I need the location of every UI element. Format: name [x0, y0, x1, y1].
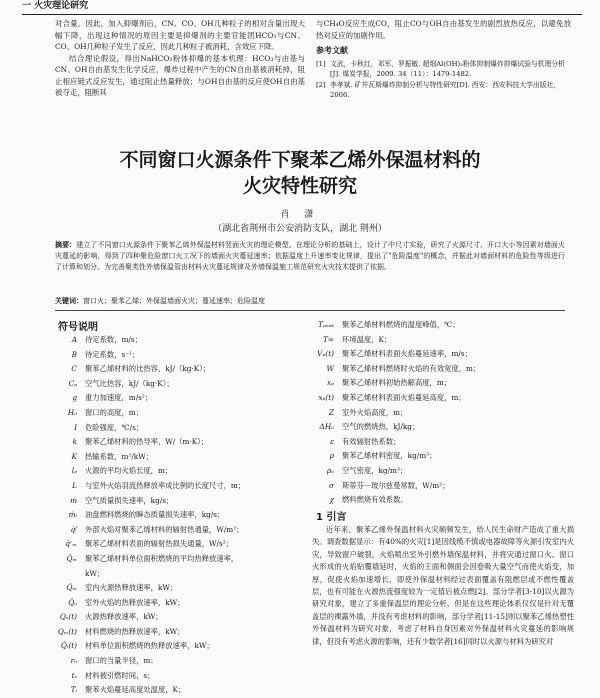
symbol: Tᵢ — [70, 685, 77, 695]
symbol-description: 待定系数，m/s； — [85, 335, 142, 344]
symbol: L — [72, 480, 77, 490]
symbol-entry — [55, 669, 305, 684]
symbol-description: 待定系数，s⁻¹； — [85, 349, 140, 359]
symbol-description: 聚苯乙烯材料表面火焰蔓延高度，m； — [342, 392, 466, 402]
symbol: H₀ — [67, 407, 77, 417]
reference-number: [2] — [316, 80, 326, 89]
top-right-column — [316, 18, 571, 101]
symbol: Qₛ(t) — [59, 612, 77, 622]
keywords — [55, 296, 565, 307]
title-line: 不同窗口火源条件下聚苯乙烯外保温材料的 — [119, 149, 481, 171]
abstract — [55, 240, 565, 273]
symbol-description: 火源的平均火焰长度，m； — [85, 466, 173, 476]
running-head: 一 火灾理论研究 — [22, 0, 582, 15]
symbol-entry — [55, 348, 305, 363]
symbol-description: 热输系数，m²/kW； — [85, 451, 154, 461]
symbol-entry — [55, 333, 305, 348]
symbol: ṁᵢ — [68, 510, 77, 520]
symbol: σ — [329, 480, 334, 490]
symbol: B — [71, 349, 77, 359]
symbol-entry — [55, 567, 305, 582]
symbol-entry — [55, 377, 305, 392]
symbol-description: 危险强度，℃/s； — [85, 422, 144, 432]
keywords-label: 关键词： — [55, 297, 83, 305]
symbol-entry — [55, 464, 305, 479]
symbol-description: 材料被引燃时间，s； — [85, 670, 155, 680]
symbol-entry — [312, 435, 574, 450]
symbols-list-right — [312, 318, 574, 508]
symbol: Tₚₑₐₖ — [317, 320, 334, 329]
symbol-entry — [312, 391, 574, 406]
paragraph: 对合量。因此，加入抑爆剂后，CN、CO、OH几种粒子的相对含量出现大幅下降，出现这种情况的原因主要是抑爆剂的主要官能团HCO₃与CN、CO、OH几种粒子发生了反应，因此几种粒子被消耗，含效应下降。 — [55, 19, 305, 51]
symbol-description: 火源热释放速率，kW； — [85, 612, 163, 622]
symbol: k — [72, 437, 77, 447]
symbol-description: 聚苯乙烯材料燃烧的温度峰值，℃； — [342, 320, 460, 329]
abstract-label: 摘要： — [55, 241, 77, 249]
symbol-entry — [312, 318, 574, 333]
symbol: tₛ — [71, 670, 77, 680]
reference-number: [1] — [316, 59, 326, 68]
paragraph: 与CH₄O反应生成CO，阻止CO与OH自由基发生的剧烈放热反应，以避免放热对反应的加剧作用。 — [316, 19, 571, 40]
symbol: W — [326, 363, 334, 373]
symbol-entry — [55, 683, 305, 698]
paragraph: 结合理论假设，得出NaHCO₃粉体抑爆的基本机理：HCO₃与由基与CN、OH自由基发生化学反应，爆炸过程中产生的CN自由基被消耗掉，阻止相应链式反应发生，通过阻止热量释放；与OH自由基的反应使OH自由基被夺走，阻断其 — [55, 53, 305, 97]
symbol-description: 聚苯乙烯材料表面的辐射热损失通量，W/s²； — [85, 539, 233, 549]
symbol-description: 聚苯乙烯材料燃烧时火焰的有效宽度，m； — [342, 363, 481, 373]
symbol-description: 聚苯乙烯材料初始热解高度，m； — [342, 378, 452, 388]
symbol: Q̇ₒ — [68, 597, 77, 607]
symbol: Qₘ(t) — [57, 626, 77, 636]
symbol-description: 室外火焰高度，m； — [342, 407, 408, 417]
reference-item — [316, 80, 571, 101]
symbol: χ — [329, 495, 334, 505]
symbol — [55, 567, 85, 582]
symbol-description: 室内火源热释放速率，kW； — [85, 583, 178, 593]
symbol-entry — [55, 610, 305, 625]
symbol-description: kW； — [85, 568, 105, 578]
symbol-entry — [55, 362, 305, 377]
top-left-column — [55, 18, 305, 99]
symbols-list-left — [55, 333, 305, 698]
symbol-entry — [55, 450, 305, 465]
symbol-entry — [312, 420, 574, 435]
symbol-description: 燃料燃烧有效系数。 — [342, 495, 408, 505]
symbol-entry — [55, 523, 305, 538]
symbol: Vₚ(t) — [317, 349, 334, 359]
symbol-description: 空气的燃烧热，kJ/kg； — [342, 422, 420, 432]
symbol-description: 与室外火焰羽流热释放率成比例的长度尺寸，m； — [85, 480, 246, 490]
reference-text: 文武，卡秋红，邓军，罗振敏. 超细Al(OH)₃粉体抑制爆炸抑爆试验与机理分析[J]. 煤炭学报，2009. 34（11）：1479-1482. — [330, 59, 565, 78]
symbol: T∞ — [323, 334, 334, 344]
symbol-description: 聚苯乙烯材料表面火焰蔓延速率，m/s； — [342, 349, 472, 359]
symbol-description: 窗口的当量半径，m； — [85, 656, 158, 666]
symbol: lₚ — [71, 466, 77, 476]
symbol: ΔHₒ — [319, 422, 334, 432]
symbol-entry — [312, 362, 574, 377]
symbol-entry — [55, 654, 305, 669]
symbol-description: 有效辐射热系数； — [342, 436, 401, 446]
symbol-description: 外部火焰对聚苯乙烯材料的辐射热通量，W/m²； — [85, 524, 244, 534]
symbol-description: 油盘燃料燃烧的瞬态质量损失速率，kg/s； — [85, 510, 225, 520]
symbol: ε — [330, 436, 334, 446]
intro-heading: 1 引言 — [316, 512, 347, 523]
symbol-entry — [55, 435, 305, 450]
symbol-description: 窗口的高度，m； — [85, 407, 143, 417]
symbol-entry — [55, 639, 305, 654]
intro-paragraph: 近年来，聚苯乙烯外保温材料火灾频频发生，给人民生命财产造成了重大损失。调查数据显示：有40%的火灾[1]是因线缆不慎或电器故障等火源引发室内火灾，导致窗户破裂，火焰喷出室外引燃外墙保温材料，并将灾通过窗口火。窗口火形成的火焰贴覆墙延时，火焰的王面和侧面会因卷吸大量空气而使火焰变，加厚，促使火焰加速增长，即使外保温材料经过表面覆盖有阻燃层或不燃性覆盖层，也有可能在火源热流强度较为一定值后被点燃[2]。部分学者[3-10]以火源为研究对象，建立了多重保温层的理论分析，但是在这些理论体系仅仅是针对无覆盖层的裸露外墙，并没有考虑材料的影响，部分学者[11-15]则以聚苯乙烯热塑性外保温材料为研究对象，考虑了材料自身因素对外保温材料火灾蔓延的影响规律，但没有考虑火源的影响，还有少数学者[16]同时以火源与材料为研究对 — [312, 525, 574, 646]
symbol-description: 聚苯乙烯材料密度，kg/m³； — [342, 451, 437, 461]
symbol: A — [71, 335, 77, 344]
symbol-entry — [312, 449, 574, 464]
symbol-entry — [55, 552, 305, 567]
symbol-description: 重力加速度，m/s²； — [85, 393, 153, 403]
symbol-description: 斯蒂芬－玻尔兹曼常数，W/m²； — [342, 480, 450, 490]
article-title — [40, 147, 560, 199]
symbol-description: 环境温度，K； — [342, 334, 392, 344]
reference-item — [316, 59, 571, 80]
symbol-description: 材料燃烧的热释放速率，kW； — [85, 626, 185, 636]
symbol: Q̇ₘ — [66, 553, 77, 563]
divider — [55, 310, 565, 311]
symbol-entry — [55, 406, 305, 421]
symbol-entry — [312, 464, 574, 479]
symbol-description: 空气比热容，kJ/（kg·K）； — [85, 378, 174, 388]
symbol: Q̇ᵢ(t) — [60, 641, 77, 651]
symbol-description: 空气密度，kg/m³； — [342, 465, 408, 475]
symbol: Cₚ — [68, 378, 77, 388]
symbol-entry — [312, 406, 574, 421]
references-title: 参考文献 — [316, 46, 348, 55]
symbol: Q̇ₘ — [66, 583, 77, 593]
symbol-entry — [312, 347, 574, 362]
symbol: q̇ᶠ — [70, 524, 77, 534]
symbol-description: 材料单位面积燃烧的热释放速率，kW； — [85, 641, 214, 651]
symbol: xₚ(t) — [318, 392, 334, 402]
symbol: I — [74, 422, 77, 432]
symbol: q̇ʳₘ — [65, 539, 77, 549]
symbol-entry — [312, 493, 574, 508]
symbol: C — [71, 364, 77, 374]
symbol-entry — [55, 421, 305, 436]
author: 肖 潇 — [280, 210, 320, 220]
symbol-entry — [55, 508, 305, 523]
symbol-description: 聚苯乙烯材料的热导率，W/（m·K）； — [85, 437, 209, 447]
symbol: r₀ — [70, 656, 77, 666]
symbol-description: 聚苯乙烯材料的比热容，kJ/（kg·K）； — [85, 364, 211, 374]
symbol: K — [71, 451, 77, 461]
symbol-entry — [55, 596, 305, 611]
symbol-entry — [55, 494, 305, 509]
symbol: g — [72, 393, 77, 403]
symbol: Z — [328, 407, 334, 417]
title-line: 火灾特性研究 — [242, 175, 357, 197]
symbol-entry — [55, 537, 305, 552]
symbol-description: 聚苯乙烯材料单位面积燃烧的平均热释放速率， — [85, 553, 239, 563]
symbol-entry — [312, 376, 574, 391]
abstract-text: 建立了不同窗口火源条件下聚苯乙烯外保温材料竖面火灾的理论模型。在理论分析的基础上，设计了中尺寸实验，研究了火源尺寸、开口大小等因素对墙面火灾蔓延的影响，得到了四种聚危险窗口火工况下的墙面火灾蔓延速率；依据温度上升速率变化规律，提出了"危险温度"的概念，并据此对墙面材料的危险性等级进行了计算和划分。为完善聚类性外墙保温管由材料火灾蔓延规律及外墙保温施工规范研究火灾技术提供了依据。 — [55, 241, 566, 271]
reference-text: 李孝斌. 矿井瓦斯爆炸抑制分析与特性研究[D]. 西安：西安科技大学出版社，2006. — [330, 80, 561, 99]
affiliation: （湖北省荆州市公安消防支队，湖北 荆州） — [213, 224, 387, 234]
symbol-entry — [55, 581, 305, 596]
symbol-entry — [55, 625, 305, 640]
symbol-entry — [312, 479, 574, 494]
symbol: ṁ — [70, 495, 77, 505]
symbol: xₚ — [326, 378, 334, 388]
symbol-entry — [312, 333, 574, 348]
symbol-entry — [55, 479, 305, 494]
keywords-text: 窗口火；聚苯乙烯；外保温墙面火灾；蔓延速率；危险温度 — [83, 297, 265, 305]
symbol: ρₒ — [326, 465, 334, 475]
symbol-entry — [55, 391, 305, 406]
symbol-description: 室外火焰的热释放速率，kW； — [85, 597, 185, 607]
symbol-description: 空气质量损失速率，kg/s； — [85, 495, 174, 505]
symbol-description: 聚苯火焰蔓延高度处温度，K； — [85, 685, 186, 695]
symbols-heading: 符号说明 — [58, 322, 98, 333]
symbol: ρ — [329, 451, 334, 461]
